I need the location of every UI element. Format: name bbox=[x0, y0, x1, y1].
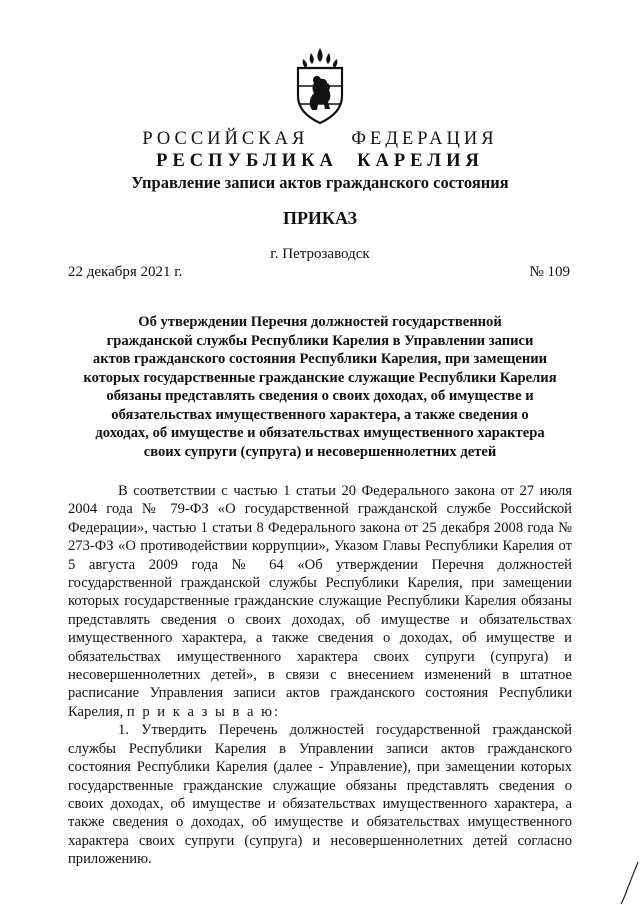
document-city: г. Петрозаводск bbox=[270, 246, 370, 262]
subject-line: обязаны представлять сведения о своих доходах, об имуществе и bbox=[106, 388, 534, 404]
document-number: № 109 bbox=[529, 264, 570, 280]
emblem-flames bbox=[303, 48, 338, 68]
preamble-text: В соответствии с частью 1 статьи 20 Федерального закона от 27 июля 2004 года № 79-ФЗ «О государственной гражданской службе Российской Федерации», частью 1 статьи 8 Федерального закона от 25 декабря 2008 года № 273-ФЗ «О противодействии коррупции», Указом Главы Республики Карелия от 5 августа 2009 года № 64 «Об утверждении Перечня должностей государственной гражданской службы Республики Карелия, при замещении которых государственные гражданские служащие Республики Карелия обязаны представлять сведения о своих доходах, об имуществе и обязательствах имущественного характера, а также сведения о доходах, об имуществе и обязательствах имущественного характера своих супруги (супруга) и несовершеннолетних детей», в связи с внесением изменений в штатное расписание Управления записи актов гражданского состояния Республики Карелия, bbox=[68, 483, 572, 720]
order-word: п р и к а з ы в а ю: bbox=[126, 703, 281, 720]
subject-line: обязательствах имущественного характера, а также сведения о bbox=[111, 406, 529, 423]
document-subject bbox=[68, 313, 572, 461]
coat-of-arms-emblem bbox=[290, 46, 350, 126]
header-republic: РЕСПУБЛИКА КАРЕЛИЯ bbox=[156, 151, 484, 171]
document-body bbox=[68, 482, 572, 869]
header-organization: Управление записи актов гражданского состояния bbox=[131, 173, 509, 192]
subject-line: доходах, об имуществе и обязательствах имущественного характера bbox=[95, 425, 545, 441]
subject-line: гражданской службы Республики Карелия в Управлении записи bbox=[106, 332, 534, 349]
subject-line: актов гражданского состояния Республики Карелия, при замещении bbox=[92, 351, 548, 367]
header-country: РОССИЙСКАЯ ФЕДЕРАЦИЯ bbox=[142, 129, 498, 149]
document-type-title: ПРИКАЗ bbox=[282, 208, 358, 228]
document-date: 22 декабря 2021 г. bbox=[68, 264, 183, 280]
signature-mark bbox=[610, 860, 640, 905]
subject-line: своих супруги (супруга) и несовершеннолетних детей bbox=[143, 443, 497, 460]
body-paragraph-preamble bbox=[68, 482, 572, 721]
subject-line: Об утверждении Перечня должностей государственной bbox=[138, 314, 502, 330]
body-paragraph-item-1: 1. Утвердить Перечень должностей государственной гражданской службы Республики Карелия в Управлении записи актов гражданского состояния Республики Карелия (далее - Управление), при замещении которых государственные гражданские служащие обязаны представлять сведения о своих доходах, об имуществе и обязательствах имущественного характера, а также сведения о доходах, об имуществе и обязательствах имущественного характера своих супруги (супруга) и несовершеннолетних детей согласно приложению. bbox=[68, 722, 572, 868]
subject-line: которых государственные гражданские служащие Республики Карелия bbox=[83, 369, 557, 386]
